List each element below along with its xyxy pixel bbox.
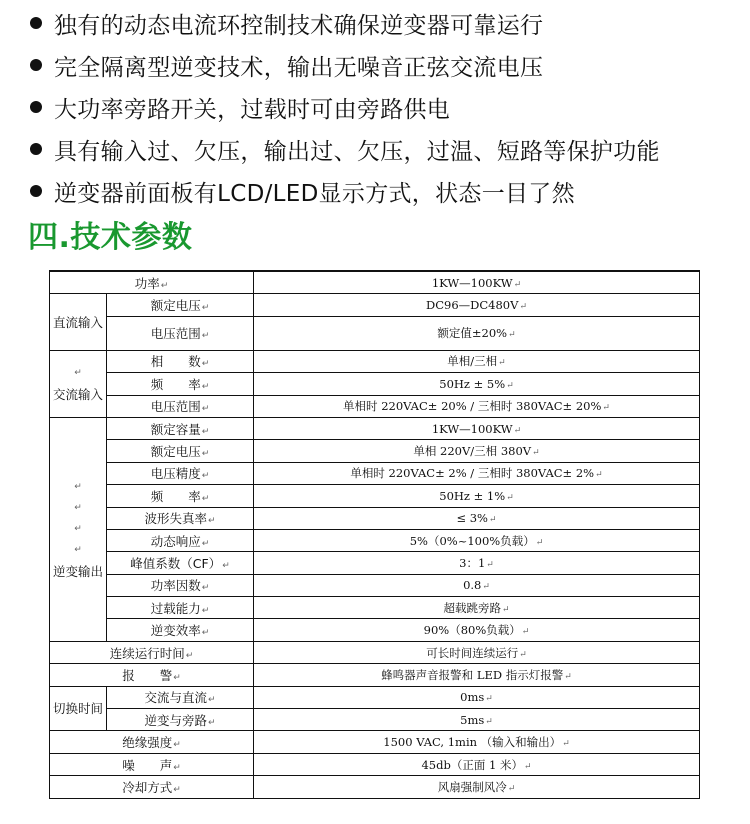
feature-text: 大功率旁路开关，过载时可由旁路供电 [54, 96, 451, 123]
param-cell: 连续运行时间↵ [50, 641, 254, 663]
feature-item [30, 128, 730, 170]
table-row [50, 316, 700, 350]
value-cell: 可长时间连续运行↵ [254, 641, 700, 663]
table-row [50, 619, 700, 641]
param-cell: 冷却方式↵ [50, 776, 254, 798]
value-cell: 50Hz ± 1%↵ [254, 485, 700, 507]
param-cell: 逆变效率↵ [107, 619, 254, 641]
value-cell: 单相时 220VAC± 20% / 三相时 380VAC± 20%↵ [254, 395, 700, 417]
value-cell: DC96—DC480V↵ [254, 294, 700, 316]
value-cell: 0ms↵ [254, 686, 700, 708]
table-row [50, 664, 700, 686]
table-row [50, 294, 700, 316]
param-cell: 绝缘强度↵ [50, 731, 254, 753]
value-cell: 单相/三相↵ [254, 350, 700, 372]
param-cell: 电压精度↵ [107, 462, 254, 484]
spec-table-container [49, 270, 699, 799]
value-cell: 超载跳旁路↵ [254, 597, 700, 619]
param-cell: 额定电压↵ [107, 440, 254, 462]
bullet-icon [30, 143, 42, 155]
table-row [50, 271, 700, 294]
table-row [50, 753, 700, 775]
value-cell: 5ms↵ [254, 709, 700, 731]
param-cell: 电压范围↵ [107, 395, 254, 417]
feature-text: 独有的动态电流环控制技术确保逆变器可靠运行 [54, 12, 544, 39]
param-cell: 噪 声↵ [50, 753, 254, 775]
value-cell: 1500 VAC, 1min （输入和输出）↵ [254, 731, 700, 753]
param-cell: 额定容量↵ [107, 417, 254, 439]
value-cell: 50Hz ± 5%↵ [254, 373, 700, 395]
bullet-icon [30, 59, 42, 71]
value-cell: 蜂鸣器声音报警和 LED 指示灯报警↵ [254, 664, 700, 686]
value-cell: 1KW—100KW↵ [254, 417, 700, 439]
table-row [50, 373, 700, 395]
table-row [50, 440, 700, 462]
bullet-icon [30, 185, 42, 197]
table-row [50, 641, 700, 663]
value-cell: 90%（80%负载）↵ [254, 619, 700, 641]
table-row [50, 709, 700, 731]
table-row [50, 395, 700, 417]
feature-item [30, 2, 730, 44]
feature-text: 具有输入过、欠压，输出过、欠压，过温、短路等保护功能 [54, 138, 660, 165]
value-cell: 单相时 220VAC± 2% / 三相时 380VAC± 2%↵ [254, 462, 700, 484]
table-row [50, 574, 700, 596]
group-cell-dc: 直流输入 [50, 294, 107, 350]
value-cell: 0.8↵ [254, 574, 700, 596]
section-title: 四.技术参数 [28, 220, 193, 255]
table-row [50, 597, 700, 619]
group-cell-inverter: ↵ ↵ ↵ ↵ 逆变输出 [50, 417, 107, 641]
table-row [50, 507, 700, 529]
table-row [50, 552, 700, 574]
table-row [50, 686, 700, 708]
param-cell: 交流与直流↵ [107, 686, 254, 708]
param-cell: 过载能力↵ [107, 597, 254, 619]
table-row [50, 776, 700, 798]
param-cell: 频 率↵ [107, 485, 254, 507]
feature-text: 完全隔离型逆变技术，输出无噪音正弦交流电压 [54, 54, 544, 81]
table-row [50, 350, 700, 372]
value-cell: 额定值±20%↵ [254, 316, 700, 350]
table-row [50, 462, 700, 484]
bullet-icon [30, 101, 42, 113]
feature-item [30, 86, 730, 128]
param-cell: 逆变与旁路↵ [107, 709, 254, 731]
group-cell-ac: ↵ 交流输入 [50, 350, 107, 417]
param-cell: 动态响应↵ [107, 529, 254, 551]
value-cell: ≤ 3%↵ [254, 507, 700, 529]
group-cell-switch: 切换时间 [50, 686, 107, 731]
feature-item [30, 170, 730, 212]
param-cell: 电压范围↵ [107, 316, 254, 350]
param-cell: 报 警↵ [50, 664, 254, 686]
table-row [50, 417, 700, 439]
table-row [50, 529, 700, 551]
value-cell: 3：1↵ [254, 552, 700, 574]
value-cell: 风扇强制风冷↵ [254, 776, 700, 798]
table-row [50, 731, 700, 753]
value-cell: 单相 220V/三相 380V↵ [254, 440, 700, 462]
param-cell: 功率↵ [50, 271, 254, 294]
param-cell: 波形失真率↵ [107, 507, 254, 529]
spec-table [49, 270, 700, 799]
feature-text: 逆变器前面板有LCD/LED显示方式，状态一目了然 [54, 180, 575, 207]
value-cell: 1KW—100KW↵ [254, 271, 700, 294]
table-row [50, 485, 700, 507]
param-cell: 相 数↵ [107, 350, 254, 372]
feature-item [30, 44, 730, 86]
param-cell: 峰值系数（CF）↵ [107, 552, 254, 574]
value-cell: 5%（0%~100%负载）↵ [254, 529, 700, 551]
feature-list [30, 2, 730, 212]
param-cell: 额定电压↵ [107, 294, 254, 316]
value-cell: 45db（正面 1 米）↵ [254, 753, 700, 775]
param-cell: 功率因数↵ [107, 574, 254, 596]
param-cell: 频 率↵ [107, 373, 254, 395]
bullet-icon [30, 17, 42, 29]
